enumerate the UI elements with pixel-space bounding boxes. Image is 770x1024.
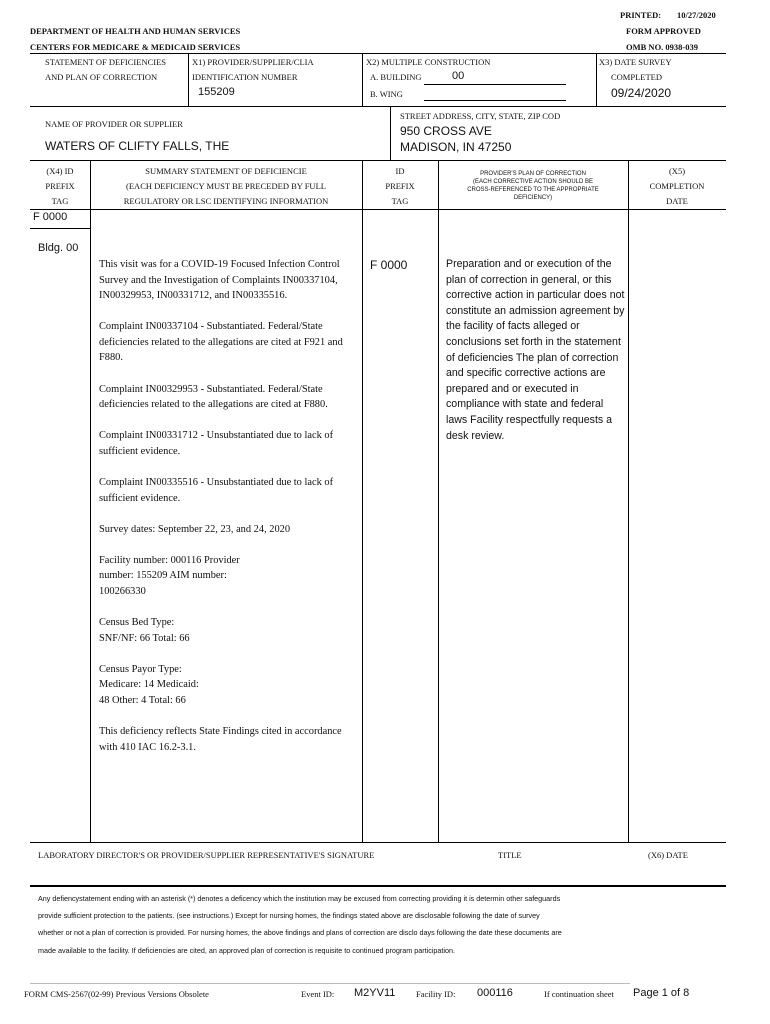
- wing-label: B. WING: [370, 89, 403, 99]
- page-number: Page 1 of 8: [633, 987, 690, 999]
- statement-paragraph: Complaint IN00331712 - Unsubstantiated due to lack of sufficient evidence.: [99, 430, 334, 457]
- tag-value: F 0000: [33, 211, 68, 223]
- statement-paragraph: Facility number: 000116 Provider number: 155209 AIM number: 100266330: [99, 554, 240, 597]
- plan-sub1: (EACH CORRECTIVE ACTION SHOULD BE: [472, 179, 594, 185]
- plan-sub3: DEFICIENCY): [513, 195, 553, 201]
- plan-of-correction-text: Preparation and or execution of the plan of correction in general, or this corrective action in particular does not constitute an admission agreement by the facility of facts alleged or conclusions set forth in the statement of deficiencies The plan of correction and specific corrective actions are prepared and or executed in compliance with state and federal laws Facility respectfully requests a desk review.: [446, 258, 625, 442]
- statement-paragraph: This deficiency reflects State Findings cited in accordance with 410 IAC 16.2-3.1.: [99, 725, 342, 753]
- statement-paragraph: Census Bed Type: SNF/NF: 66 Total: 66: [99, 617, 190, 644]
- x4-tag-label: TAG: [51, 196, 69, 206]
- street-address-label: STREET ADDRESS, CITY, STATE, ZIP COD: [400, 111, 561, 121]
- event-id-value: M2YV11: [354, 987, 396, 999]
- plan-label: PROVIDER'S PLAN OF CORRECTION: [480, 171, 586, 177]
- printed-date: 10/27/2020: [677, 10, 716, 20]
- date-label: DATE: [666, 196, 688, 206]
- completed-label: COMPLETED: [611, 72, 662, 82]
- building-value: 00: [452, 70, 465, 82]
- building-label: A. BUILDING: [370, 72, 422, 82]
- plan-of-correction-label: AND PLAN OF CORRECTION: [45, 72, 158, 82]
- date-survey-label: X3) DATE SURVEY: [599, 57, 672, 67]
- summary-label: SUMMARY STATEMENT OF DEFICIENCIE: [145, 166, 307, 176]
- id-label: ID: [395, 166, 405, 176]
- survey-date-value: 09/24/2020: [611, 86, 672, 100]
- right-tag-value: F 0000: [370, 258, 408, 272]
- deficiency-statement: [99, 257, 357, 771]
- statement-paragraph: Complaint IN00337104 - Substantiated. Federal/State deficiencies related to the allegations are cited at F921 and F880.: [99, 321, 343, 364]
- x4-prefix-label: PREFIX: [45, 181, 75, 191]
- statement-paragraph: Complaint IN00335516 - Unsubstantiated due to lack of sufficient evidence.: [99, 476, 334, 504]
- summary-sub2: REGULATORY OR LSC IDENTIFYING INFORMATION: [123, 196, 329, 206]
- department-title: DEPARTMENT OF HEALTH AND HUMAN SERVICES: [30, 26, 241, 36]
- id-prefix-label: PREFIX: [385, 181, 415, 191]
- provider-id-value: 155209: [198, 86, 235, 98]
- form-approved: FORM APPROVED: [626, 26, 701, 36]
- omb-number: OMB NO. 0938-039: [626, 42, 699, 52]
- event-id-label: Event ID:: [301, 989, 335, 999]
- statement-label: STATEMENT OF DEFICIENCIES: [45, 57, 167, 67]
- form-number: FORM CMS-2567(02-99) Previous Versions Obsolete: [24, 989, 209, 999]
- street-address-line2: MADISON, IN 47250: [400, 140, 512, 154]
- statement-paragraph: Complaint IN00329953 - Substantiated. Federal/State deficiencies related to the allegations are cited at F880.: [99, 383, 328, 411]
- centers-title: CENTERS FOR MEDICARE & MEDICAID SERVICES: [30, 42, 241, 52]
- x6-date-label: (X6) DATE: [648, 850, 688, 860]
- signature-label: LABORATORY DIRECTOR'S OR PROVIDER/SUPPLIER REPRESENTATIVE'S SIGNATURE: [38, 850, 375, 860]
- printed-label: PRINTED:: [620, 10, 662, 20]
- provider-name-label: NAME OF PROVIDER OR SUPPLIER: [45, 119, 183, 129]
- statement-paragraph: Survey dates: September 22, 23, and 24, 2020: [99, 523, 291, 535]
- identification-label: IDENTIFICATION NUMBER: [192, 72, 298, 82]
- provider-id-label: X1) PROVIDER/SUPPLIER/CLIA: [192, 57, 314, 67]
- summary-sub1: (EACH DEFICIENCY MUST BE PRECEDED BY FULL: [126, 181, 326, 191]
- plan-sub2: CROSS-REFERENCED TO THE APPROPRIATE: [467, 187, 599, 193]
- x4-id-label: (X4) ID: [46, 166, 74, 176]
- title-label: TITLE: [498, 850, 522, 860]
- provider-name-value: WATERS OF CLIFTY FALLS, THE: [45, 139, 230, 153]
- street-address-line1: 950 CROSS AVE: [400, 124, 492, 138]
- completion-label: COMPLETION: [649, 181, 705, 191]
- id-tag-label: TAG: [391, 196, 409, 206]
- statement-paragraph: This visit was for a COVID-19 Focused Infection Control Survey and the Investigation of Complaints IN00337104, IN00329953, IN00331712, and IN00335516.: [99, 259, 340, 302]
- multiple-construction-label: X2) MULTIPLE CONSTRUCTION: [366, 57, 491, 67]
- x5-label: (X5): [668, 166, 686, 176]
- facility-id-label: Facility ID:: [416, 989, 456, 999]
- building-tag: Bldg. 00: [38, 242, 79, 254]
- disclaimer-notice: Any defiencystatement ending with an asterisk (*) denotes a deficency which the institution may be excused from correcting providing it is determin other safeguards provide sufficient protection to the patients. (see instructions.) Except for nursing homes, the findings stated above are disclosable following the date of survey whether or not a plan of correction is provided. For nursing homes, the above findings and plans of correction are disclo days following the date these documents are made available to the facility. If deficiencies are cited, an approved plan of correction is requisite to continued program participation.: [38, 894, 562, 955]
- statement-paragraph: Census Payor Type: Medicare: 14 Medicaid: 48 Other: 4 Total: 66: [99, 663, 199, 706]
- continuation-label: If continuation sheet: [544, 989, 614, 999]
- facility-id-value: 000116: [477, 987, 513, 999]
